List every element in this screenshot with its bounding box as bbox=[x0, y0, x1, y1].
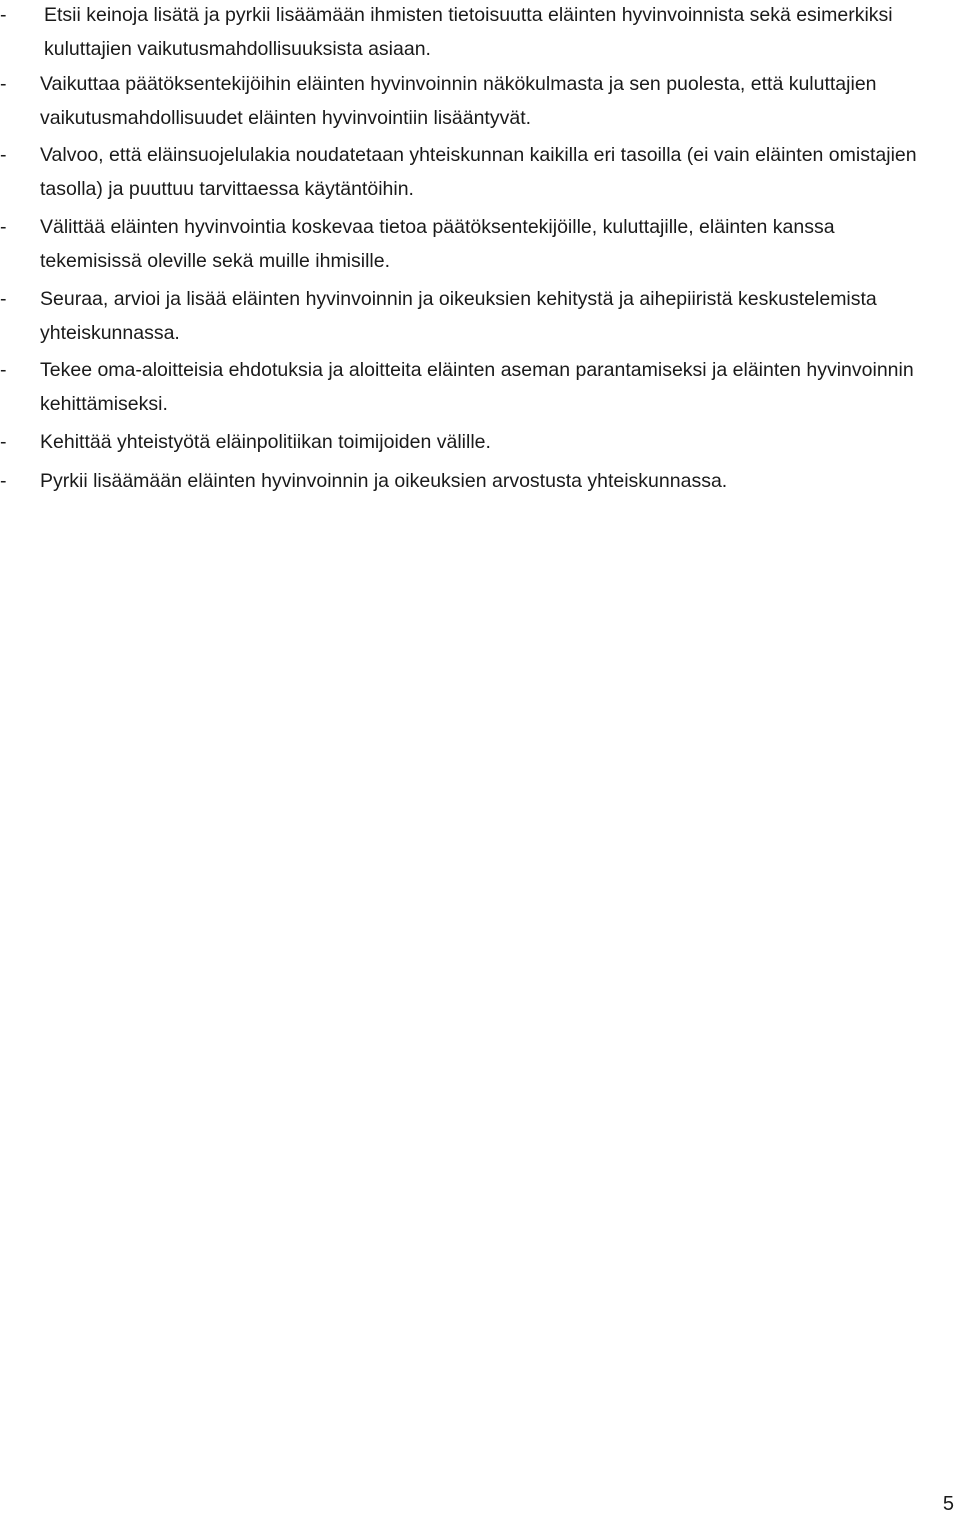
bullet-dash: - bbox=[0, 470, 7, 492]
list-item-text: Kehittää yhteistyötä eläinpolitiikan toimijoiden välille. bbox=[40, 431, 491, 453]
list-item-text: Tekee oma-aloitteisia ehdotuksia ja aloitteita eläinten aseman parantamiseksi ja eläinten hyvinvoinnin kehittämiseksi. bbox=[40, 359, 914, 415]
list-item-text: Vaikuttaa päätöksentekijöihin eläinten hyvinvoinnin näkökulmasta ja sen puolesta, että kuluttajien vaikutusmahdollisuudet eläinten hyvinvointiin lisääntyvät. bbox=[40, 73, 877, 129]
list-item-text: Välittää eläinten hyvinvointia koskevaa tietoa päätöksentekijöille, kuluttajille, eläinten kanssa tekemisissä oleville sekä muille ihmisille. bbox=[40, 216, 835, 272]
list-item-text: Valvoo, että eläinsuojelulakia noudatetaan yhteiskunnan kaikilla eri tasoilla (ei vain eläinten omistajien tasolla) ja puuttuu tarvittaessa käytäntöihin. bbox=[40, 144, 917, 200]
list-item bbox=[0, 210, 930, 278]
bullet-dash: - bbox=[0, 73, 7, 95]
list-item bbox=[0, 0, 930, 66]
bullet-dash: - bbox=[0, 144, 7, 166]
list-item bbox=[0, 464, 930, 498]
list-item bbox=[0, 353, 930, 421]
list-item-text: Etsii keinoja lisätä ja pyrkii lisäämään ihmisten tietoisuutta eläinten hyvinvoinnista sekä esimerkiksi kuluttajien vaikutusmahdollisuuksista asiaan. bbox=[44, 4, 893, 60]
list-item bbox=[0, 138, 930, 206]
list-item bbox=[0, 67, 930, 135]
list-item bbox=[0, 425, 930, 459]
list-item bbox=[0, 282, 930, 350]
list-item-text: Pyrkii lisäämään eläinten hyvinvoinnin ja oikeuksien arvostusta yhteiskunnassa. bbox=[40, 470, 728, 492]
list-item-text: Seuraa, arvioi ja lisää eläinten hyvinvoinnin ja oikeuksien kehitystä ja aihepiiristä keskustelemista yhteiskunnassa. bbox=[40, 288, 877, 344]
bullet-dash: - bbox=[0, 4, 7, 26]
bullet-dash: - bbox=[0, 216, 7, 238]
bullet-dash: - bbox=[0, 431, 7, 453]
bullet-dash: - bbox=[0, 288, 7, 310]
bullet-dash: - bbox=[0, 359, 7, 381]
page-number: 5 bbox=[942, 1493, 954, 1515]
